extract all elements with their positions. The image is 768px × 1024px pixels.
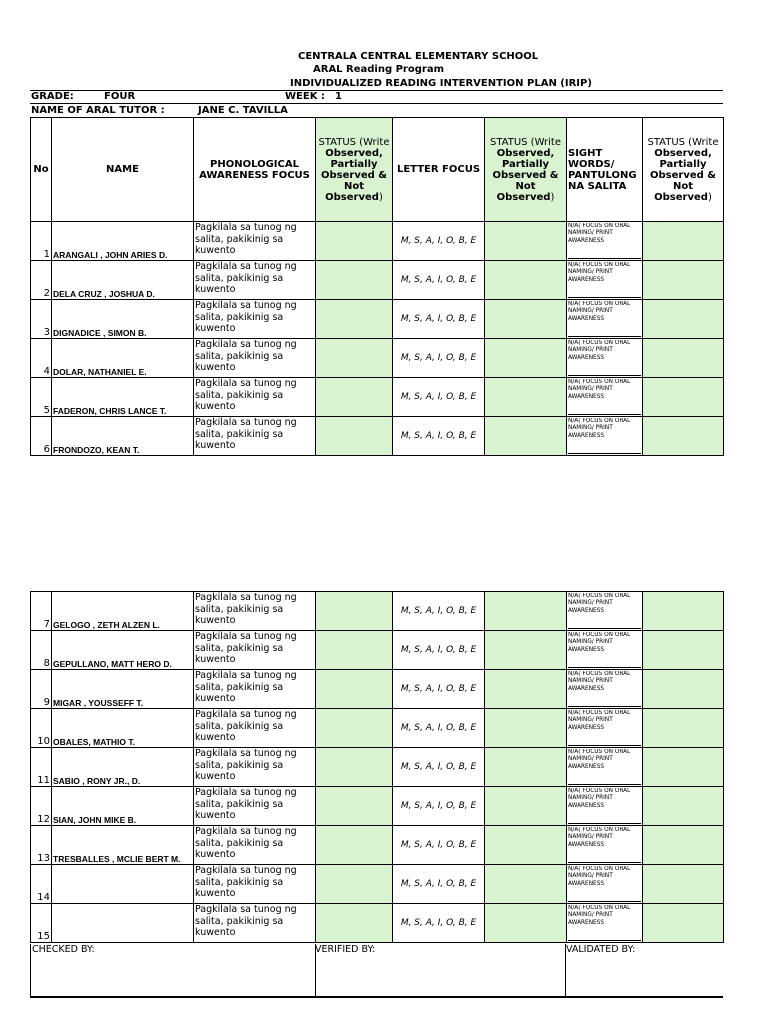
sight-words-note: N/A( FOCUS ON ORAL NAMING/ PRINT AWARENESS bbox=[568, 632, 641, 668]
letter-status-cell[interactable] bbox=[485, 261, 567, 300]
student-name: TRESBALLES , MCLIE BERT M. bbox=[52, 826, 194, 865]
status-bold-text: Observed, Partially Observed & Not Observed bbox=[650, 147, 716, 203]
row-number: 4 bbox=[31, 339, 52, 378]
student-row bbox=[31, 709, 724, 748]
phonological-status-cell[interactable] bbox=[316, 631, 393, 670]
student-row bbox=[31, 300, 724, 339]
sight-words-cell bbox=[567, 417, 643, 456]
irip-table-part-1 bbox=[30, 117, 724, 456]
letter-status-cell[interactable] bbox=[485, 222, 567, 261]
phonological-focus: Pagkilala sa tunog ng salita, pakikinig sa kuwento bbox=[194, 378, 316, 417]
phonological-status-cell[interactable] bbox=[316, 670, 393, 709]
student-row bbox=[31, 378, 724, 417]
sight-status-cell[interactable] bbox=[643, 631, 724, 670]
sight-words-cell bbox=[567, 865, 643, 904]
letter-status-cell[interactable] bbox=[485, 787, 567, 826]
student-name bbox=[52, 904, 194, 943]
phonological-focus: Pagkilala sa tunog ng salita, pakikinig sa kuwento bbox=[194, 865, 316, 904]
row-number: 14 bbox=[31, 865, 52, 904]
letter-focus: M, S, A, I, O, B, E bbox=[393, 378, 485, 417]
sight-words-note: N/A( FOCUS ON ORAL NAMING/ PRINT AWARENESS bbox=[568, 223, 641, 259]
sight-words-note: N/A( FOCUS ON ORAL NAMING/ PRINT AWARENESS bbox=[568, 379, 641, 415]
row-number: 1 bbox=[31, 222, 52, 261]
sight-words-note: N/A( FOCUS ON ORAL NAMING/ PRINT AWARENESS bbox=[568, 593, 641, 629]
sight-words-note: N/A( FOCUS ON ORAL NAMING/ PRINT AWARENESS bbox=[568, 418, 641, 454]
sight-status-cell[interactable] bbox=[643, 592, 724, 631]
letter-status-cell[interactable] bbox=[485, 904, 567, 943]
student-name: MIGAR , YOUSSEFF T. bbox=[52, 670, 194, 709]
letter-focus: M, S, A, I, O, B, E bbox=[393, 339, 485, 378]
phonological-status-cell[interactable] bbox=[316, 709, 393, 748]
letter-focus: M, S, A, I, O, B, E bbox=[393, 826, 485, 865]
header-no: No bbox=[31, 118, 52, 222]
sight-words-cell bbox=[567, 300, 643, 339]
week-value: 1 bbox=[335, 91, 342, 102]
student-row bbox=[31, 261, 724, 300]
student-row bbox=[31, 748, 724, 787]
sight-status-cell[interactable] bbox=[643, 670, 724, 709]
phonological-focus: Pagkilala sa tunog ng salita, pakikinig sa kuwento bbox=[194, 631, 316, 670]
row-number: 6 bbox=[31, 417, 52, 456]
row-number: 13 bbox=[31, 826, 52, 865]
letter-status-cell[interactable] bbox=[485, 748, 567, 787]
row-number: 2 bbox=[31, 261, 52, 300]
student-row bbox=[31, 631, 724, 670]
student-row bbox=[31, 865, 724, 904]
student-row bbox=[31, 339, 724, 378]
header-status-letter bbox=[485, 118, 567, 222]
header-rule-2 bbox=[30, 103, 723, 104]
header-letter: LETTER FOCUS bbox=[393, 118, 485, 222]
phonological-focus: Pagkilala sa tunog ng salita, pakikinig sa kuwento bbox=[194, 709, 316, 748]
phonological-focus: Pagkilala sa tunog ng salita, pakikinig sa kuwento bbox=[194, 261, 316, 300]
sight-words-cell bbox=[567, 631, 643, 670]
student-name: FADERON, CHRIS LANCE T. bbox=[52, 378, 194, 417]
phonological-status-cell[interactable] bbox=[316, 339, 393, 378]
student-row bbox=[31, 904, 724, 943]
phonological-focus: Pagkilala sa tunog ng salita, pakikinig sa kuwento bbox=[194, 339, 316, 378]
sight-words-note: N/A( FOCUS ON ORAL NAMING/ PRINT AWARENESS bbox=[568, 301, 641, 337]
student-name: DIGNADICE , SIMON B. bbox=[52, 300, 194, 339]
student-name: DOLAR, NATHANIEL E. bbox=[52, 339, 194, 378]
letter-focus: M, S, A, I, O, B, E bbox=[393, 670, 485, 709]
letter-status-cell[interactable] bbox=[485, 631, 567, 670]
grade-label: GRADE: bbox=[31, 91, 74, 102]
phonological-status-cell[interactable] bbox=[316, 826, 393, 865]
sight-words-cell bbox=[567, 339, 643, 378]
status-bold-text: Observed, Partially Observed & Not Observed bbox=[492, 147, 559, 203]
student-row bbox=[31, 787, 724, 826]
phonological-focus: Pagkilala sa tunog ng salita, pakikinig sa kuwento bbox=[194, 670, 316, 709]
tutor-label: NAME OF ARAL TUTOR : bbox=[31, 105, 165, 116]
status-paren: ) bbox=[550, 191, 555, 203]
student-row bbox=[31, 670, 724, 709]
sight-status-cell[interactable] bbox=[643, 222, 724, 261]
phonological-status-cell[interactable] bbox=[316, 904, 393, 943]
signature-footer bbox=[30, 944, 723, 998]
sight-words-cell bbox=[567, 592, 643, 631]
letter-focus: M, S, A, I, O, B, E bbox=[393, 300, 485, 339]
sight-status-cell[interactable] bbox=[643, 300, 724, 339]
sight-status-cell[interactable] bbox=[643, 709, 724, 748]
student-name bbox=[52, 865, 194, 904]
status-bold-text: Observed, Partially Observed & Not Observed bbox=[321, 147, 387, 203]
student-name: GELOGO , ZETH ALZEN L. bbox=[52, 592, 194, 631]
letter-focus: M, S, A, I, O, B, E bbox=[393, 787, 485, 826]
sight-status-cell[interactable] bbox=[643, 865, 724, 904]
row-number: 15 bbox=[31, 904, 52, 943]
sight-words-cell bbox=[567, 904, 643, 943]
letter-focus: M, S, A, I, O, B, E bbox=[393, 261, 485, 300]
sight-words-cell bbox=[567, 748, 643, 787]
grade-value: FOUR bbox=[104, 91, 136, 102]
sight-words-cell bbox=[567, 261, 643, 300]
status-plain-text: STATUS (Write bbox=[318, 136, 390, 148]
sight-status-cell[interactable] bbox=[643, 787, 724, 826]
phonological-status-cell[interactable] bbox=[316, 261, 393, 300]
student-name: SIAN, JOHN MIKE B. bbox=[52, 787, 194, 826]
student-name: FRONDOZO, KEAN T. bbox=[52, 417, 194, 456]
phonological-focus: Pagkilala sa tunog ng salita, pakikinig sa kuwento bbox=[194, 592, 316, 631]
column-header-row bbox=[31, 118, 724, 222]
sight-words-cell bbox=[567, 378, 643, 417]
row-number: 7 bbox=[31, 592, 52, 631]
week-label: WEEK : bbox=[285, 91, 325, 102]
tutor-value: JANE C. TAVILLA bbox=[198, 105, 288, 116]
status-plain-text: STATUS (Write bbox=[647, 136, 719, 148]
letter-status-cell[interactable] bbox=[485, 300, 567, 339]
sight-words-cell bbox=[567, 787, 643, 826]
phonological-status-cell[interactable] bbox=[316, 300, 393, 339]
letter-status-cell[interactable] bbox=[485, 339, 567, 378]
phonological-status-cell[interactable] bbox=[316, 378, 393, 417]
phonological-focus: Pagkilala sa tunog ng salita, pakikinig sa kuwento bbox=[194, 300, 316, 339]
letter-status-cell[interactable] bbox=[485, 417, 567, 456]
phonological-status-cell[interactable] bbox=[316, 417, 393, 456]
sight-words-cell bbox=[567, 670, 643, 709]
letter-focus: M, S, A, I, O, B, E bbox=[393, 592, 485, 631]
letter-focus: M, S, A, I, O, B, E bbox=[393, 631, 485, 670]
row-number: 11 bbox=[31, 748, 52, 787]
row-number: 10 bbox=[31, 709, 52, 748]
sight-words-cell bbox=[567, 826, 643, 865]
row-number: 5 bbox=[31, 378, 52, 417]
sight-status-cell[interactable] bbox=[643, 339, 724, 378]
status-plain-text: STATUS (Write bbox=[489, 136, 561, 148]
letter-status-cell[interactable] bbox=[485, 709, 567, 748]
row-number: 8 bbox=[31, 631, 52, 670]
phonological-status-cell[interactable] bbox=[316, 222, 393, 261]
header-phonological: PHONOLOGICAL AWARENESS FOCUS bbox=[194, 118, 316, 222]
header-sight-words: SIGHT WORDS/ PANTULONG NA SALITA bbox=[567, 118, 643, 222]
letter-focus: M, S, A, I, O, B, E bbox=[393, 904, 485, 943]
status-paren: ) bbox=[378, 191, 383, 203]
sight-status-cell[interactable] bbox=[643, 748, 724, 787]
sight-words-cell bbox=[567, 222, 643, 261]
header-status-phonological bbox=[316, 118, 393, 222]
student-name: OBALES, MATHIO T. bbox=[52, 709, 194, 748]
irip-table-part-2 bbox=[30, 591, 724, 943]
row-number: 12 bbox=[31, 787, 52, 826]
student-name: GEPULLANO, MATT HERO D. bbox=[52, 631, 194, 670]
letter-focus: M, S, A, I, O, B, E bbox=[393, 709, 485, 748]
letter-status-cell[interactable] bbox=[485, 826, 567, 865]
sight-words-note: N/A( FOCUS ON ORAL NAMING/ PRINT AWARENESS bbox=[568, 866, 641, 902]
sight-words-note: N/A( FOCUS ON ORAL NAMING/ PRINT AWARENESS bbox=[568, 827, 641, 863]
sight-words-note: N/A( FOCUS ON ORAL NAMING/ PRINT AWARENESS bbox=[568, 710, 641, 746]
status-paren: ) bbox=[707, 191, 712, 203]
letter-focus: M, S, A, I, O, B, E bbox=[393, 865, 485, 904]
student-row bbox=[31, 417, 724, 456]
verified-by: VERIFIED BY: bbox=[314, 944, 566, 996]
phonological-focus: Pagkilala sa tunog ng salita, pakikinig sa kuwento bbox=[194, 787, 316, 826]
sight-words-note: N/A( FOCUS ON ORAL NAMING/ PRINT AWARENESS bbox=[568, 905, 641, 941]
sight-words-note: N/A( FOCUS ON ORAL NAMING/ PRINT AWARENESS bbox=[568, 262, 641, 298]
phonological-focus: Pagkilala sa tunog ng salita, pakikinig sa kuwento bbox=[194, 222, 316, 261]
sight-words-note: N/A( FOCUS ON ORAL NAMING/ PRINT AWARENESS bbox=[568, 788, 641, 824]
sight-words-note: N/A( FOCUS ON ORAL NAMING/ PRINT AWARENESS bbox=[568, 340, 641, 376]
phonological-focus: Pagkilala sa tunog ng salita, pakikinig sa kuwento bbox=[194, 748, 316, 787]
sight-status-cell[interactable] bbox=[643, 904, 724, 943]
sight-words-note: N/A( FOCUS ON ORAL NAMING/ PRINT AWARENESS bbox=[568, 749, 641, 785]
row-number: 9 bbox=[31, 670, 52, 709]
sight-words-cell bbox=[567, 709, 643, 748]
student-row bbox=[31, 222, 724, 261]
row-number: 3 bbox=[31, 300, 52, 339]
school-name: CENTRALA CENTRAL ELEMENTARY SCHOOL bbox=[298, 51, 539, 62]
phonological-focus: Pagkilala sa tunog ng salita, pakikinig sa kuwento bbox=[194, 904, 316, 943]
checked-by: CHECKED BY: bbox=[30, 944, 316, 996]
header-status-sight bbox=[643, 118, 724, 222]
letter-status-cell[interactable] bbox=[485, 670, 567, 709]
letter-focus: M, S, A, I, O, B, E bbox=[393, 222, 485, 261]
student-name: DELA CRUZ , JOSHUA D. bbox=[52, 261, 194, 300]
sight-status-cell[interactable] bbox=[643, 378, 724, 417]
student-row bbox=[31, 592, 724, 631]
letter-status-cell[interactable] bbox=[485, 865, 567, 904]
phonological-status-cell[interactable] bbox=[316, 748, 393, 787]
phonological-status-cell[interactable] bbox=[316, 787, 393, 826]
validated-by: VALIDATED BY: bbox=[566, 944, 636, 955]
program-name: ARAL Reading Program bbox=[313, 64, 444, 75]
phonological-status-cell[interactable] bbox=[316, 592, 393, 631]
plan-title: INDIVIDUALIZED READING INTERVENTION PLAN (IRIP) bbox=[290, 78, 592, 89]
sight-status-cell[interactable] bbox=[643, 417, 724, 456]
letter-focus: M, S, A, I, O, B, E bbox=[393, 748, 485, 787]
phonological-focus: Pagkilala sa tunog ng salita, pakikinig sa kuwento bbox=[194, 826, 316, 865]
letter-focus: M, S, A, I, O, B, E bbox=[393, 417, 485, 456]
student-name: ARANGALI , JOHN ARIES D. bbox=[52, 222, 194, 261]
letter-status-cell[interactable] bbox=[485, 592, 567, 631]
sight-status-cell[interactable] bbox=[643, 826, 724, 865]
student-row bbox=[31, 826, 724, 865]
sight-words-note: N/A( FOCUS ON ORAL NAMING/ PRINT AWARENESS bbox=[568, 671, 641, 707]
sight-status-cell[interactable] bbox=[643, 261, 724, 300]
phonological-status-cell[interactable] bbox=[316, 865, 393, 904]
header-name: NAME bbox=[52, 118, 194, 222]
letter-status-cell[interactable] bbox=[485, 378, 567, 417]
phonological-focus: Pagkilala sa tunog ng salita, pakikinig sa kuwento bbox=[194, 417, 316, 456]
student-name: SABIO , RONY JR., D. bbox=[52, 748, 194, 787]
